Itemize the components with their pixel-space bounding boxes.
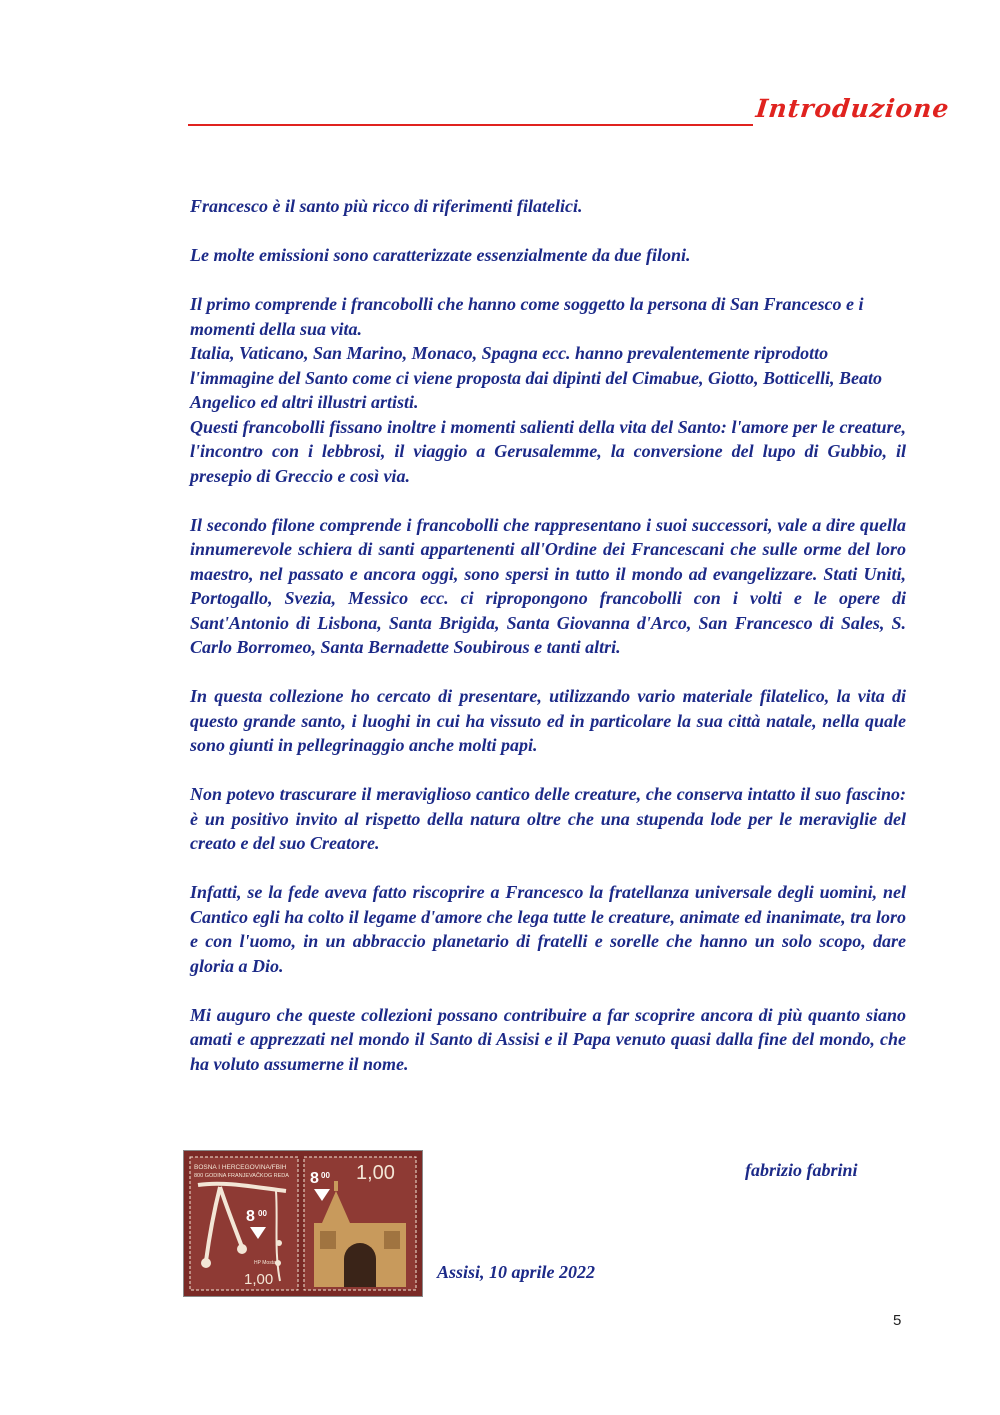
- paragraph: Le molte emissioni sono caratterizzate essenzialmente da due filoni.: [190, 245, 691, 265]
- paragraph: Italia, Vaticano, San Marino, Monaco, Spagna ecc. hanno prevalentemente riprodotto l'immagine del Santo come ci viene proposta dai dipinti del Cimabue, Giotto, Botticelli, Beato Angelico ed altri illustri artisti.: [190, 343, 882, 412]
- stamp-value-bottom: 1,00: [244, 1271, 274, 1288]
- header-rule: [188, 124, 753, 126]
- stamp-value-right-sup: 00: [321, 1171, 330, 1180]
- page-number: 5: [893, 1312, 902, 1329]
- stamp-subtitle-text: 800 GODINA FRANJEVAČKOG REDA: [194, 1173, 289, 1179]
- signature: fabrizio fabrini: [745, 1160, 858, 1180]
- paragraph: Mi auguro che queste collezioni possano contribuire a far scoprire ancora di più quanto siano amati e apprezzati nel mondo il Santo di Assisi e il Papa venuto quasi dalla fine del mondo, che ha voluto assumerne il nome.: [190, 1004, 906, 1074]
- stamp-image: [183, 1150, 423, 1297]
- paragraph: Infatti, se la fede aveva fatto riscoprire a Francesco la fratellanza universale degli uomini, nel Cantico egli ha colto il legame d'amore che lega tutte le creature, animate ed inanimate, tra loro e con l'uomo, in un abbraccio planetario di fratelli e sorelle che hanno un solo scopo, dare gloria a Dio.: [190, 882, 906, 976]
- body-text: [190, 194, 906, 1101]
- stamp-value-right-small: 8: [310, 1170, 319, 1187]
- stamp-value-left: 8: [246, 1208, 255, 1225]
- stamp-value-left-sup: 00: [258, 1209, 267, 1218]
- section-title: Introduzione: [754, 94, 951, 123]
- stamp-printer-text: HP Mostar: [254, 1260, 278, 1266]
- stamp-pair-illustration: [184, 1151, 422, 1296]
- place-date: Assisi, 10 aprile 2022: [437, 1262, 596, 1282]
- paragraph: Questi francobolli fissano inoltre i momenti salienti della vita del Santo: l'amore per le creature, l'incontro con i lebbrosi, il viaggio a Gerusalemme, la conversione del lupo di Gubbio, il presepio di Greccio e così via.: [190, 416, 906, 486]
- paragraph: Il secondo filone comprende i francobolli che rappresentano i suoi successori, vale a dire quella innumerevole schiera di santi appartenenti all'Ordine dei Francescani che sulle orme del loro maestro, nel passato e ancora oggi, sono spersi in tutto il mondo ad evangelizzare. Stati Uniti, Portogallo, Svezia, Messico ecc. ci ripropongono francobolli con i volti e le opere di Sant'Antonio di Lisbona, Santa Brigida, Santa Giovanna d'Arco, San Francesco di Sales, S. Carlo Borromeo, Santa Bernadette Soubirous e tanti altri.: [190, 514, 906, 657]
- stamp-value-right: 1,00: [356, 1162, 395, 1184]
- paragraph: Il primo comprende i francobolli che hanno come soggetto la persona di San Francesco e i momenti della sua vita.: [190, 294, 864, 339]
- paragraph: Non potevo trascurare il meraviglioso cantico delle creature, che conserva intatto il suo fascino: è un positivo invito al rispetto della natura oltre che una stupenda lode per le meraviglie del creato e del suo Creatore.: [190, 784, 906, 853]
- stamp-country-text: BOSNA I HERCEGOVINA/FBIH: [194, 1164, 287, 1171]
- paragraph: Francesco è il santo più ricco di riferimenti filatelici.: [190, 196, 583, 216]
- paragraph: In questa collezione ho cercato di presentare, utilizzando vario materiale filatelico, la vita di questo grande santo, i luoghi in cui ha vissuto ed in particolare la sua città natale, nella quale sono giunti in pellegrinaggio anche molti papi.: [190, 686, 906, 755]
